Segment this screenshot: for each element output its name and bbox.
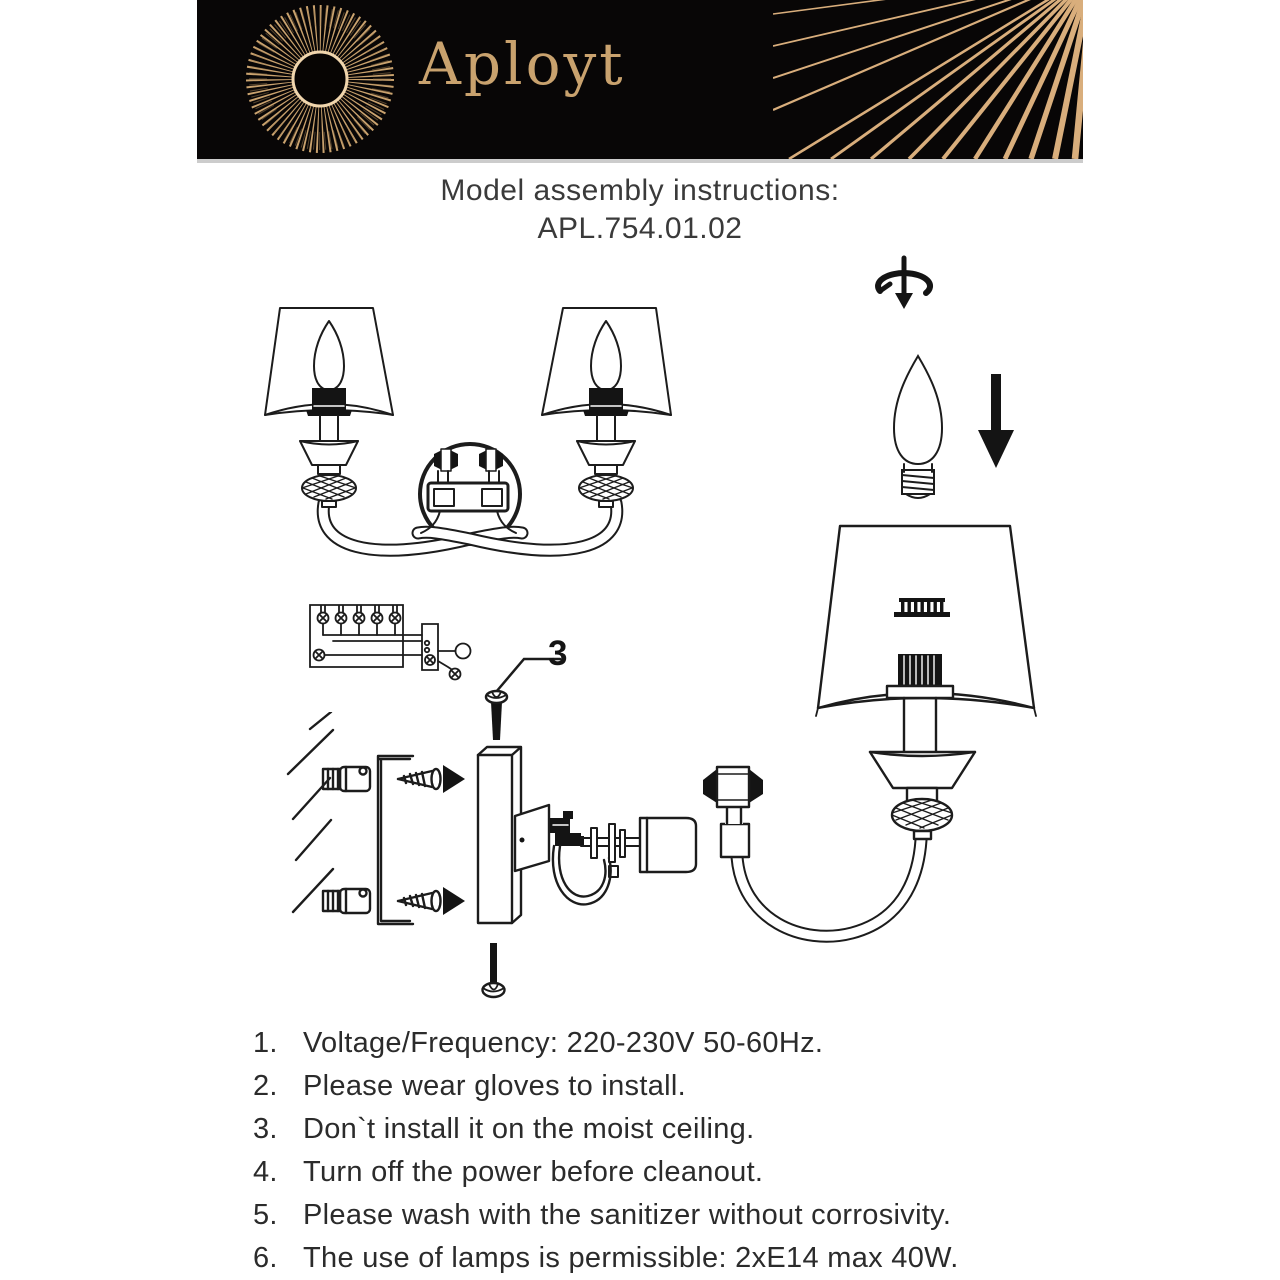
right-socket [589, 388, 623, 412]
insert-down-arrow-icon [976, 374, 1016, 470]
sunburst-logo-icon [235, 0, 405, 163]
instruction-text: The use of lamps is permissible: 2xE14 max 40W. [303, 1242, 959, 1274]
model-number: APL.754.01.02 [537, 212, 743, 245]
instruction-item [253, 1069, 1083, 1103]
single-crystal-ball [892, 799, 952, 839]
assembly-title: Model assembly instructions: [440, 174, 840, 207]
instruction-number: 5. [253, 1199, 278, 1231]
instruction-item [253, 1241, 1083, 1275]
instruction-number: 1. [253, 1027, 278, 1059]
ground-symbol [314, 650, 325, 661]
instruction-number: 2. [253, 1070, 278, 1102]
single-arm-assembly-drawing [690, 512, 1080, 952]
brand-banner [197, 0, 1083, 163]
bulb-glass [894, 356, 942, 464]
part-label-3: 3 [548, 634, 568, 673]
instruction-item [253, 1198, 1083, 1232]
instruction-number: 6. [253, 1242, 278, 1274]
right-lamp [542, 308, 671, 507]
instruction-item [253, 1112, 1083, 1146]
single-drip-cup [870, 752, 975, 788]
brand-name: Aployt [419, 30, 626, 98]
instructions-list [253, 1026, 1083, 1280]
two-arm-sconce-drawing [240, 295, 720, 585]
terminal-block [422, 624, 438, 670]
instruction-number: 4. [253, 1156, 278, 1188]
instruction-item [253, 1026, 1083, 1060]
wall-hatch [288, 712, 333, 912]
instruction-text: Turn off the power before cleanout. [303, 1156, 764, 1188]
shade-thread-ring [894, 598, 950, 617]
backplate-screw-bottom [483, 943, 505, 997]
wiring-diagram [303, 597, 478, 697]
single-stem [904, 698, 936, 752]
wall-anchor-bottom [323, 889, 370, 913]
instruction-item [253, 1155, 1083, 1189]
wires [553, 846, 611, 904]
instruction-text: Voltage/Frequency: 220-230V 50-60Hz. [303, 1027, 824, 1059]
connector-ring [456, 644, 471, 659]
left-lamp [265, 308, 393, 507]
connector-plate [515, 805, 549, 871]
plate-hardware [421, 449, 516, 533]
arm-sleeve-cylinder [640, 818, 696, 872]
rays-decoration-icon [773, 0, 1083, 159]
small-lamp-symbol [450, 669, 461, 680]
terminal-contact [425, 655, 435, 665]
screw-bottom [398, 887, 465, 915]
screw-top [398, 765, 465, 793]
terminal-cluster [550, 811, 584, 846]
left-socket [312, 388, 346, 412]
arm-hex-nut [703, 767, 763, 857]
instruction-number: 3. [253, 1113, 278, 1145]
arm-tube [737, 840, 921, 936]
instruction-text: Please wear gloves to install. [303, 1070, 686, 1102]
rotation-arrow-icon [866, 253, 942, 309]
wall-mount-drawing [268, 712, 700, 1012]
candle-bulb-drawing [880, 352, 956, 502]
lamp-symbols [318, 606, 401, 624]
left-bulb [314, 321, 344, 390]
right-bulb [591, 321, 621, 390]
instruction-text: Please wash with the sanitizer without corrosivity. [303, 1199, 952, 1231]
instruction-text: Don`t install it on the moist ceiling. [303, 1113, 755, 1145]
